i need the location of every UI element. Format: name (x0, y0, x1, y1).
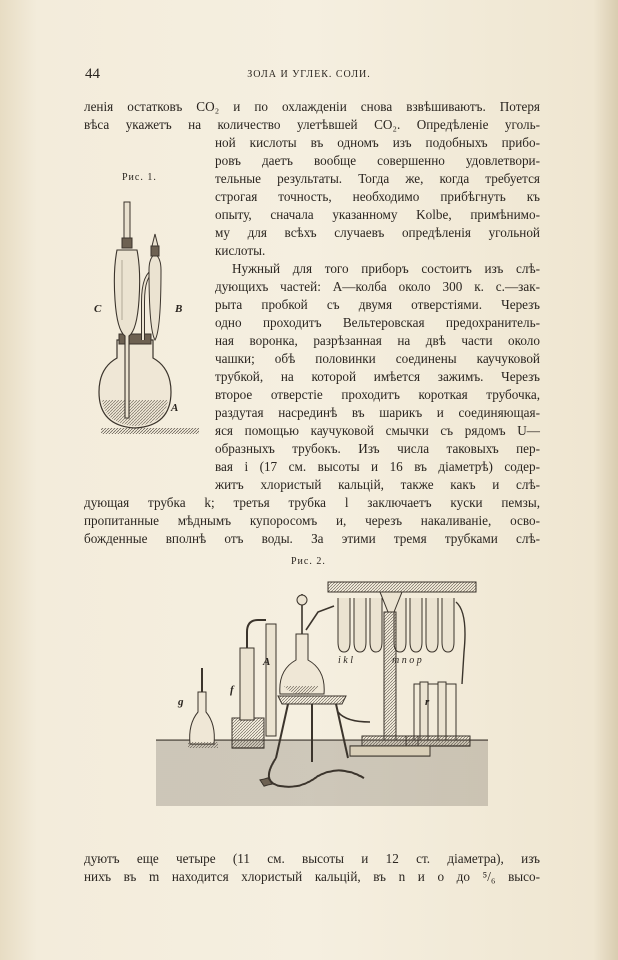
text-line: рыта пробкой съ двумя отверстіями. Черезъ (215, 297, 540, 312)
text-line: дующая трубка k; третья трубка l заключаетъ куски пемзы, (84, 495, 540, 510)
text-line: вѣса укажетъ на количество улетѣвшей CO₂. Опредѣленіе уголь- (84, 117, 540, 132)
text-line: Нужный для того приборъ состоитъ изъ слѣ- (232, 261, 540, 276)
text-line: му для всѣхъ случаевъ опредѣленія угольной (215, 225, 540, 240)
figure-2-label-mnop: m n o p (392, 655, 422, 666)
text-line: трубкой, на которой имѣется зажимъ. Черезъ (215, 369, 540, 384)
text-line: ная воронка, разрѣзанная на двѣ части около (215, 333, 540, 348)
text-line: божденные вполнѣ отъ воды. За этими тремя трубками слѣ- (84, 531, 540, 546)
text-line: тельные результаты. Тогда же, когда требуется (215, 171, 540, 186)
running-title: ЗОЛА И УГЛЕК. СОЛИ. (247, 69, 371, 80)
text-line: пропитанные мѣднымъ купоросомъ и, черезъ накаливаніе, осво- (84, 513, 540, 528)
figure-2-label-a: A (263, 656, 271, 668)
text-line: ленія остатковъ CO₂ и по охлажденіи снова взвѣшиваютъ. Потеря (84, 99, 540, 114)
page-number: 44 (85, 66, 100, 82)
figure-2-label-ikl: i k l (338, 655, 353, 666)
text-line: нихъ въ m находится хлористый кальцій, въ n и o до ⁵/₆ высо- (84, 869, 540, 884)
text-line: раздутая насрединѣ въ шарикъ и соединяющая- (215, 405, 540, 420)
figure-2-caption: Рис. 2. (291, 556, 326, 567)
text-line: дуютъ еще четыре (11 см. высоты и 12 ст. діаметра), изъ (84, 851, 540, 866)
figure-1-label-a: A (171, 402, 179, 414)
text-line: образныхъ трубокъ. Изъ числа таковыхъ пер- (215, 441, 540, 456)
text-line: житъ хлористый кальцій, также какъ и слѣ- (215, 477, 540, 492)
text-line: опыту, сначала указанному Kolbe, примѣнимо- (215, 207, 540, 222)
figure-2-label-f: f (230, 684, 234, 696)
text-line: яся помощью каучуковой смычки съ рядомъ U— (215, 423, 540, 438)
text-line: ровъ даетъ вообще совершенно удовлетвори- (215, 153, 540, 168)
text-line: чашки; обѣ половинки соединены каучуковой (215, 351, 540, 366)
figure-1-illustration (95, 190, 205, 440)
figure-2-label-r: r (425, 696, 430, 708)
figure-1-label-b: B (175, 303, 183, 315)
text-line: одно проходитъ Вельтеровская предохранитель- (215, 315, 540, 330)
text-line: дующихъ частей: A—колба около 300 к. с.—зак- (215, 279, 540, 294)
text-line: ной кислоты въ одномъ изъ подобныхъ прибо- (215, 135, 540, 150)
figure-2-illustration (150, 572, 495, 812)
text-line: второе отверстіе проходитъ короткая трубочка, (215, 387, 540, 402)
figure-1-caption: Рис. 1. (122, 172, 157, 183)
figure-2-label-g: g (178, 696, 184, 708)
text-line: строгая точность, необходимо прибѣгнуть къ (215, 189, 540, 204)
text-line: вая i (17 см. высоты и 16 въ діаметрѣ) содер- (215, 459, 540, 474)
text-line: кислоты. (215, 243, 266, 258)
figure-1-label-c: C (94, 303, 102, 315)
